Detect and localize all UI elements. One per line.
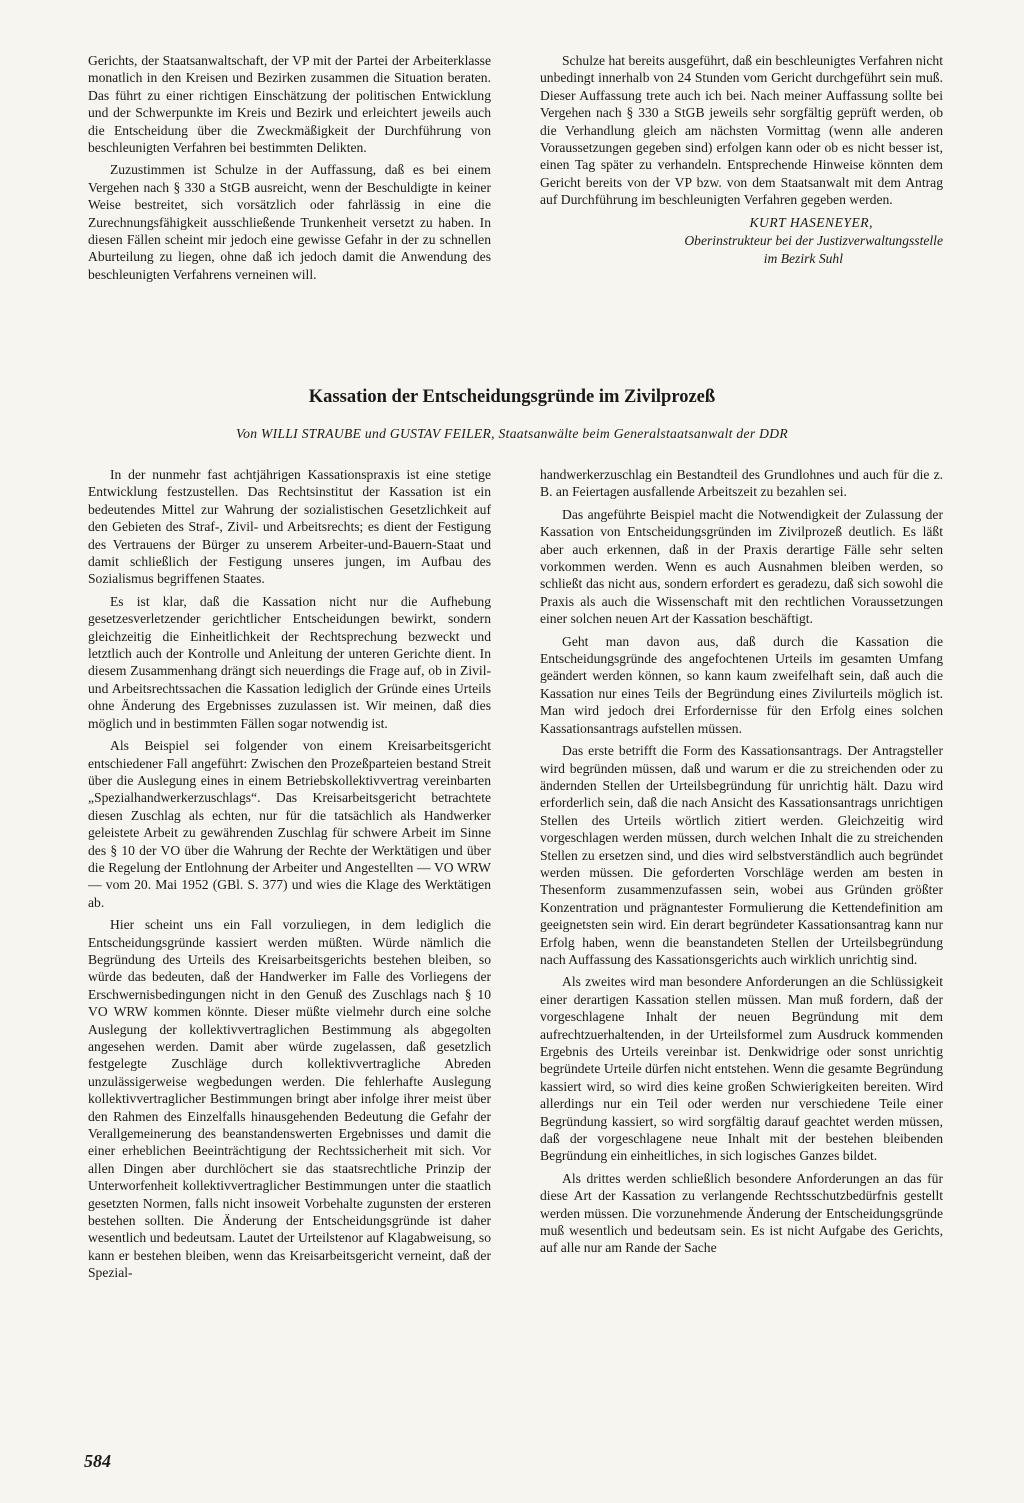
article-left-column <box>88 466 491 1287</box>
paragraph: Gerichts, der Staatsanwaltschaft, der VP mit der Partei der Arbeiterklasse monatlich in den Kreisen und Bezirken zusammen die Situation beraten. Das führt zu einer richtigen Einschätzung der politischen Entwicklung und der Schwerpunkte im Kreis und Bezirk und erleichtert jeweils auch die Entscheidung über die Zweckmäßigkeit der Durchführung von beschleunigten Verfahren bei bestimmten Delikten. <box>88 53 491 156</box>
signature-title: Oberinstrukteur bei der Justizverwaltungsstelle <box>684 232 943 248</box>
signature-name: KURT HASENEYER, <box>749 214 873 230</box>
paragraph: handwerkerzuschlag ein Bestandteil des Grundlohnes und auch für die z. B. an Feiertagen ausfallende Arbeitszeit zu bezahlen sei. <box>540 467 943 500</box>
paragraph: Zuzustimmen ist Schulze in der Auffassung, daß es bei einem Vergehen nach § 330 a StGB ausreicht, wenn der Beschuldigte in keiner Weise bestreitet, sich vorsätzlich oder fahrlässig in eine die Zurechnungsfähigkeit ausschließende Trunkenheit versetzt zu haben. In diesen Fällen scheint mir jedoch eine gewisse Gefahr in der zu schnellen Aburteilung zu liegen, ohne daß ich jedoch damit die Anwendung des beschleunigten Verfahrens verneinen will. <box>88 162 491 282</box>
paragraph: Als Beispiel sei folgender von einem Kreisarbeitsgericht entschiedener Fall angeführt: Zwischen den Prozeßparteien bestand Streit über die Auslegung eines in einem Betriebskollektivvertrag vereinbarten „Spezialhandwerkerzuschlags“. Das Kreisarbeitsgericht betrachtete diesen Zuschlag als echten, nur für die tatsächlich als Handwerker geleistete Arbeit zu gewährenden Zuschlag für schwere Arbeit im Sinne des § 10 der VO über die Wahrung der Rechte der Werktätigen und über die Regelung der Entlohnung der Arbeiter und Angestellten — VO WRW — vom 20. Mai 1952 (GBl. S. 377) und wies die Klage des Werktätigen ab. <box>88 738 491 910</box>
paragraph: Geht man davon aus, daß durch die Kassation die Entscheidungsgründe des angefochtenen Urteils im gesamten Umfang geändert werden können, so kann kaum zweifelhaft sein, daß auch die Kassation nur eines Teils der Begründung eines Zivilurteils möglich ist. Man wird jedoch drei Erfordernisse für den Erfolg eines solchen Kassationsantrags aufstellen müssen. <box>540 633 943 736</box>
article-byline: Von WILLI STRAUBE und GUSTAV FEILER, Staatsanwälte beim Generalstaatsanwalt der DDR <box>236 426 788 441</box>
paragraph: Als drittes werden schließlich besondere Anforderungen an das für diese Art der Kassation zu verlangende Rechtsschutzbedürfnis gestellt werden müssen. Die vorzunehmende Änderung der Entscheidungsgründe muß wesentlich und bedeutsam sein. Es ist nicht Aufgabe des Gerichts, auf alle nur am Rande der Sache <box>540 1170 943 1256</box>
paragraph: Hier scheint uns ein Fall vorzuliegen, in dem lediglich die Entscheidungsgründe kassiert werden müßten. Würde nämlich die Begründung des Urteils des Kreisarbeitsgerichts bestehen bleiben, so würde das bedeuten, daß der Handwerker im Falle des Vorliegens der Erschwernisbedingungen nicht in den Genuß des Zuschlags nach § 10 VO WRW kommen könnte. Dieser müßte vielmehr durch eine solche Auslegung der kollektivvertraglichen Bestimmung als abgegolten angesehen werden. Damit aber würde zugelassen, daß gesetzlich festgelegte Zuschläge durch kollektivvertragliche Abreden unzulässigerweise wegbedungen werden. Die fehlerhafte Auslegung kollektivvertraglicher Bestimmungen bringt aber infolge ihrer meist über den Rahmen des Einzelfalls hinausgehenden Bedeutung die Gefahr der Verallgemeinerung des beanstandenswerten Ergebnisses und damit die einer erheblichen Beeinträchtigung der Rechtssicherheit mit sich. Vor allen Dingen aber durchlöchert sie das staatsrechtliche Prinzip der Unterworfenheit kollektivvertraglicher Bestimmungen unter die staatlich gesetzten Normen, falls nicht insoweit Vorbehalte zugunsten der ersteren bestehen sollten. Die Änderung der Entscheidungsgründe ist daher wesentlich und bedeutsam. Lautet der Urteilstenor auf Klagabweisung, so kann er bestehen bleiben, wenn das Kreisarbeitsgericht verneint, daß der Spezial- <box>88 917 491 1281</box>
article-title: Kassation der Entscheidungsgründe im Zivilprozeß <box>308 387 716 407</box>
paragraph: Das angeführte Beispiel macht die Notwendigkeit der Zulassung der Kassation von Entscheidungsgründen im Zivilprozeß deutlich. Es läßt aber auch erkennen, daß in der Praxis derartige Fälle sehr selten vorkommen werden. Wenn es auch Ausnahmen bleiben werden, so schließt das nicht aus, sondern erfordert es geradezu, daß sich sowohl die Praxis als auch die Wissenschaft mit den rechtlichen Voraussetzungen einer solchen neuen Art der Kassation beschäftigt. <box>540 506 943 627</box>
signature-location: im Bezirk Suhl <box>763 250 843 266</box>
paragraph: In der nunmehr fast achtjährigen Kassationspraxis ist eine stetige Entwicklung festzustellen. Das Rechtsinstitut der Kassation ist ein bedeutendes Mittel zur Wahrung der sozialistischen Gesetzlichkeit auf den Gebieten des Straf-, Zivil- und Arbeitsrechts; es dient der Festigung des Vertrauens der Bürger zu unserem Arbeiter-und-Bauern-Staat und damit schließlich der Festigung unseres jungen, im Aufbau des Sozialismus begriffenen Staates. <box>88 467 491 587</box>
author-signature <box>540 214 943 268</box>
paragraph: Das erste betrifft die Form des Kassationsantrags. Der Antragsteller wird begründen müssen, daß und warum er die zu streichenden oder zu ändernden Stellen der Urteilsbegründung für unrichtig hält. Dazu wird erforderlich sein, daß die nach Ansicht des Kassationsantrags unrichtigen Stellen des Urteils wörtlich zitiert werden. Gleichzeitig wird vorgeschlagen werden müssen, durch welchen Inhalt die zu streichenden Stellen zu ersetzen sind, und dies wird selbstverständlich auch begründet werden müssen. Die geforderten Vorschläge werden am besten in Thesenform zusammenzufassen sein, wobei aus Gründen größter Konzentration und prägnantester Formulierung die Kettendefinition am geeignetsten sein wird. Ein derart begründeter Kassationsantrag kann nur Erfolg haben, wenn die beanstandeten Stellen der Urteilsbegründung nach Auffassung des Kassationsgerichts auch wirklich unrichtig sind. <box>540 743 943 967</box>
paragraph: Als zweites wird man besondere Anforderungen an die Schlüssigkeit einer derartigen Kassation stellen müssen. Man muß fordern, daß der vorgeschlagene Inhalt der neuen Begründung mit dem aufrechtzuerhaltenden, in der Urteilsformel zum Ausdruck kommenden Ergebnis des Urteils vereinbar ist. Denkwidrige oder sonst unrichtig begründete Urteile dürfen nicht entstehen. Wenn die gesamte Begründung kassiert wird, so wird dies keine großen Schwierigkeiten bereiten. Wird allerdings nur ein Teil oder werden nur verschiedene Teile einer Begründung kassiert, so wird sorgfältig darauf geachtet werden müssen, daß der vorgeschlagene neue Inhalt mit der bestehen bleibenden Begründung ein einheitliches, in sich logisches Ganzes bildet. <box>540 974 943 1164</box>
top-left-column <box>88 52 491 288</box>
top-right-column <box>540 52 943 268</box>
article-right-column <box>540 466 943 1262</box>
page-number: 584 <box>84 1451 111 1471</box>
paragraph: Es ist klar, daß die Kassation nicht nur die Aufhebung gesetzesverletzender gerichtlicher Entscheidungen bewirkt, sondern gleichzeitig die Einheitlichkeit der Rechtsprechung bezweckt und letztlich auch der Kontrolle und Anleitung der unteren Gerichte dient. In diesem Zusammenhang drängt sich neuerdings die Frage auf, ob in Zivil- und Arbeitsrechtssachen die Kassation lediglich der Gründe eines Urteils ohne Änderung des Ergebnisses zuzulassen ist. Wir meinen, daß dies möglich und in bestimmten Fällen sogar notwendig ist. <box>88 593 491 731</box>
paragraph: Schulze hat bereits ausgeführt, daß ein beschleunigtes Verfahren nicht unbedingt innerhalb von 24 Stunden vom Gericht durchgeführt sein muß. Dieser Auffassung trete auch ich bei. Nach meiner Auffassung sollte bei Vergehen nach § 330 a StGB jeweils sehr sorgfältig geprüft werden, ob die Verhandlung gleich am nächsten Vormittag (wenn alle anderen Voraussetzungen gegeben sind) erfolgen kann oder ob es nicht besser ist, einen Tag später zu verhandeln. Entsprechende Hinweise könnten dem Gericht bereits von der VP bzw. von dem Staatsanwalt mit dem Antrag auf Durchführung im beschleunigten Verfahren gegeben werden. <box>540 53 943 208</box>
